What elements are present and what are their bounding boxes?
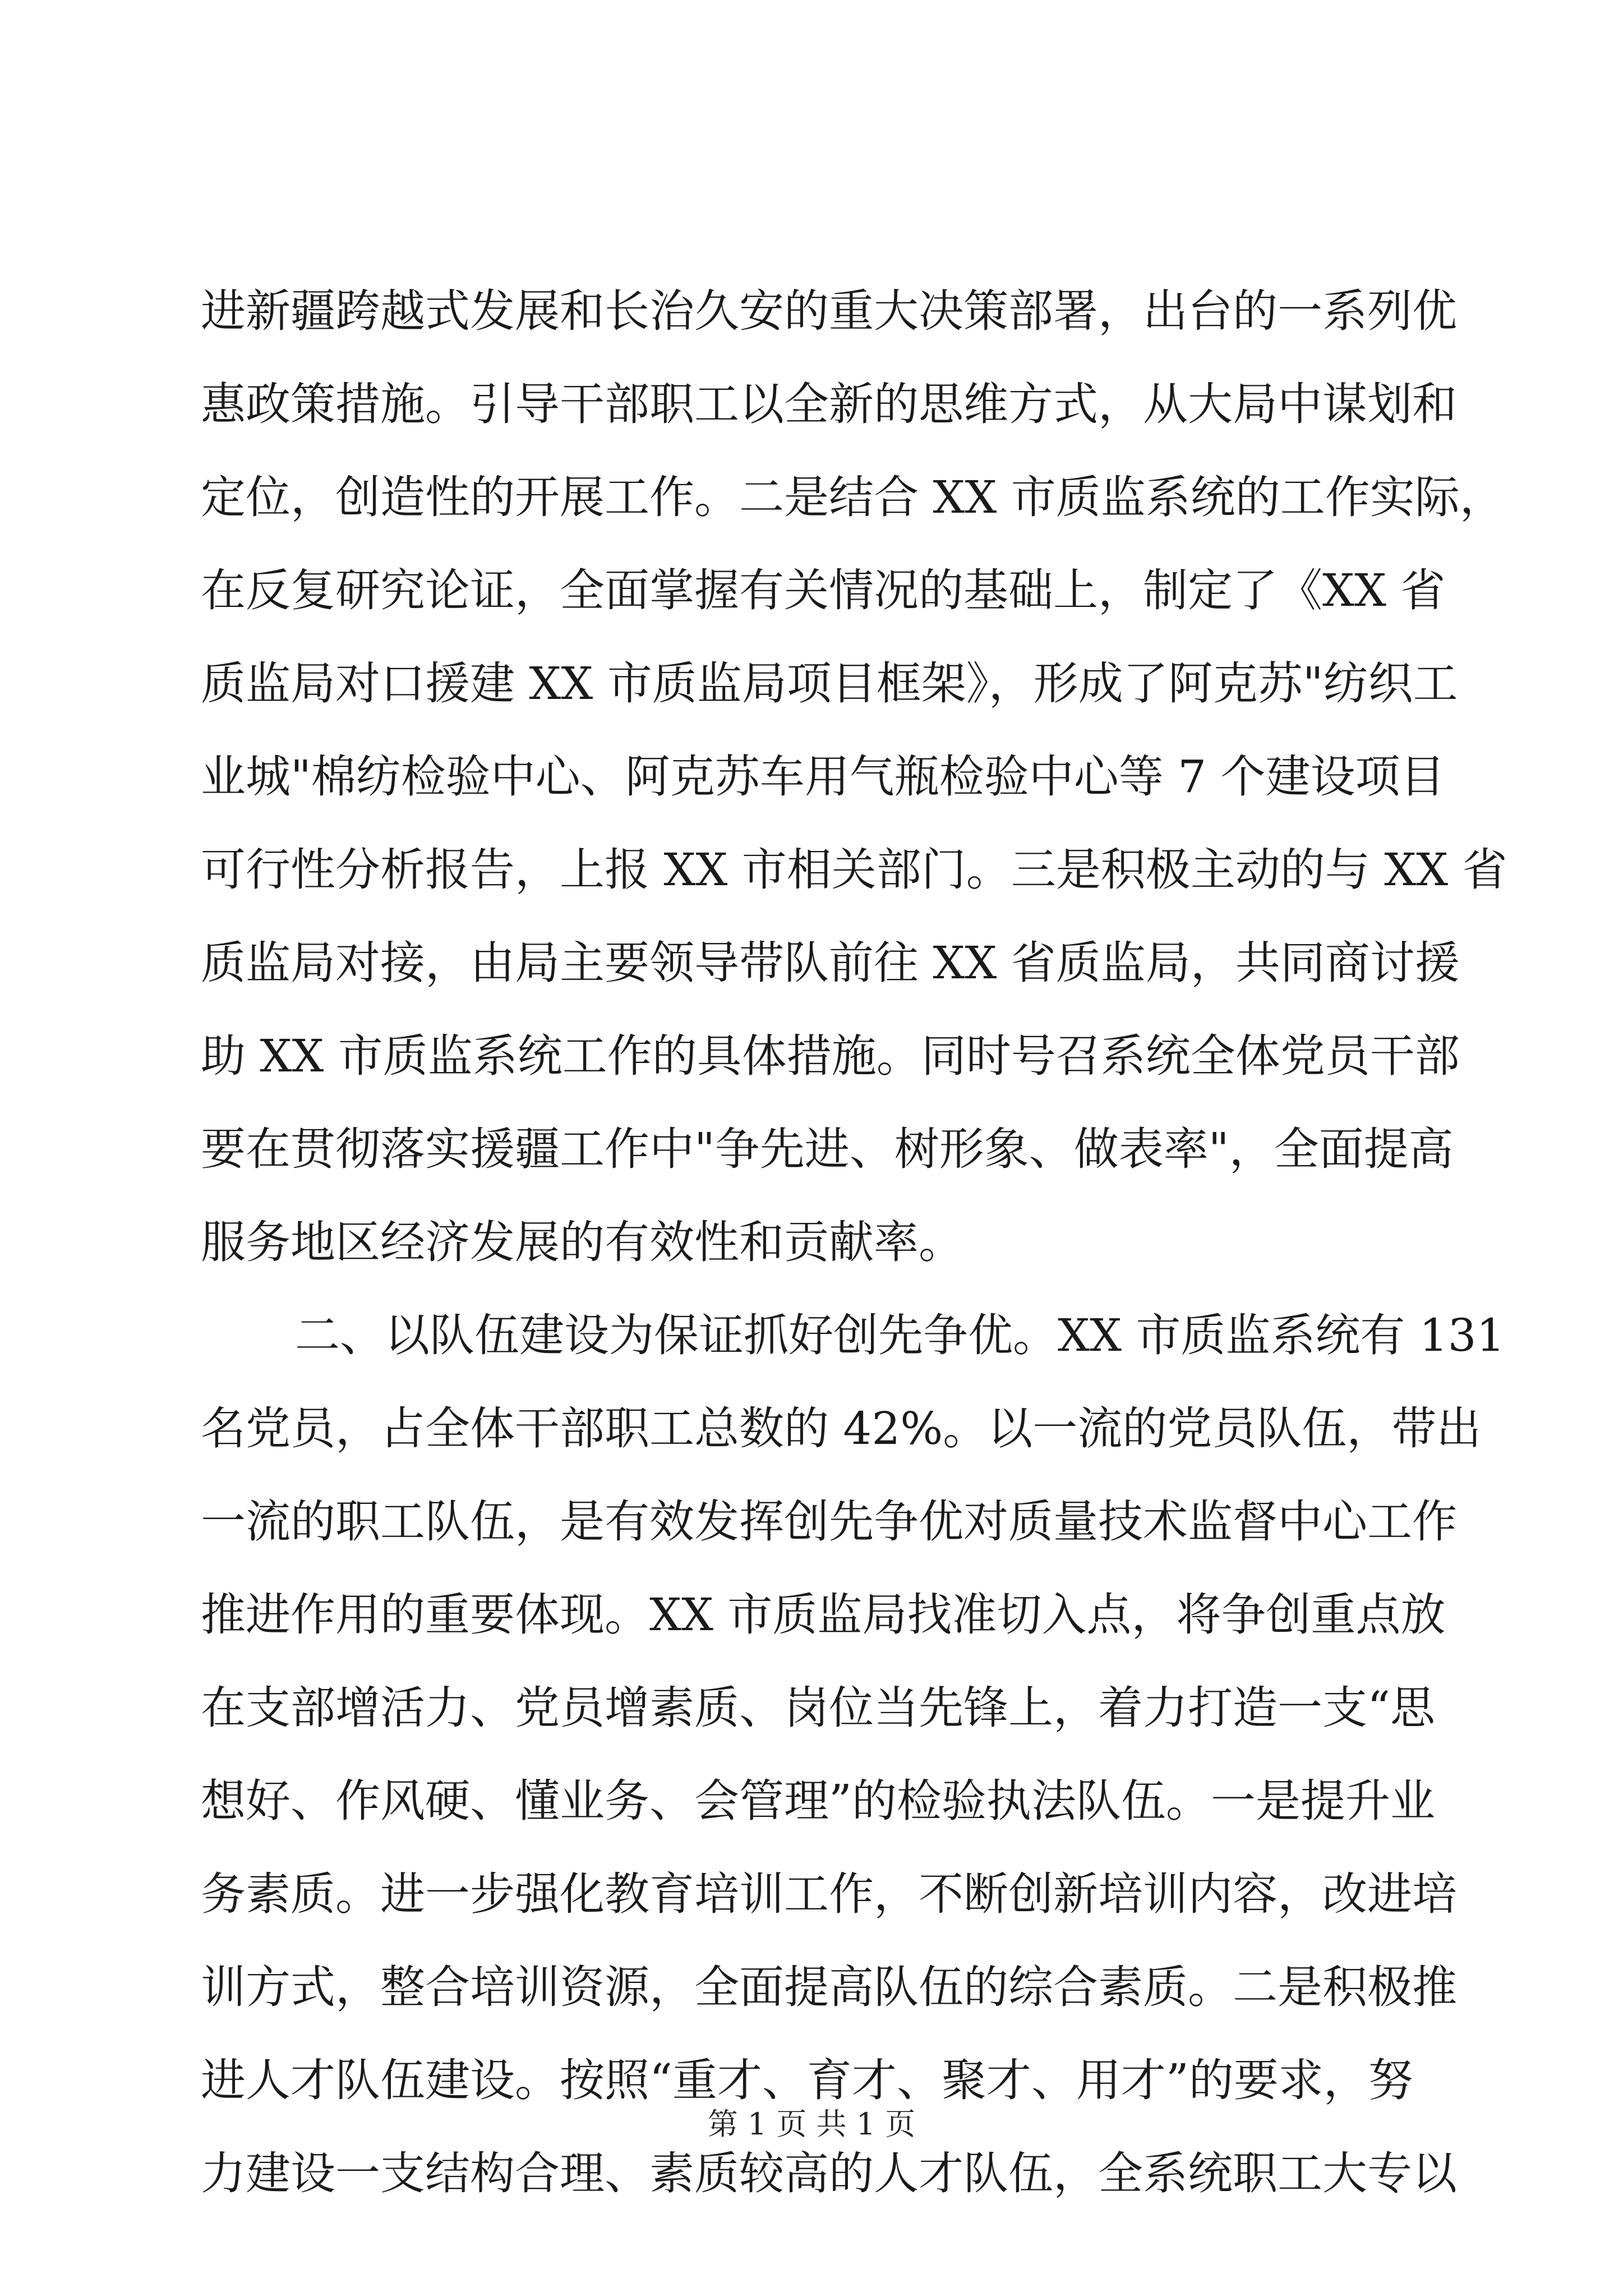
text-line: 想好、作风硬、懂业务、会管理”的检验执法队伍。一是提升业 — [201, 1775, 1435, 1827]
text-line: 在支部增活力、党员增素质、岗位当先锋上，着力打造一支“思 — [201, 1682, 1435, 1734]
text-line: 质监局对口援建 XX 市质监局项目框架》，形成了阿克苏"纺织工 — [201, 657, 1458, 710]
text-line: 服务地区经济发展的有效性和贡献率。 — [201, 1216, 963, 1268]
text-line: 进人才队伍建设。按照“重才、育才、聚才、用才”的要求，努 — [201, 2054, 1413, 2106]
text-line: 惠政策措施。引导干部职工以全新的思维方式，从大局中谋划和 — [201, 378, 1457, 430]
section-heading-line: 二、以队伍建设为保证抓好创先争优。XX 市质监系统有 131 — [295, 1309, 1505, 1361]
text-line: 力建设一支结构合理、素质较高的人才队伍，全系统职工大专以 — [201, 2147, 1457, 2200]
text-line: 可行性分析报告，上报 XX 市相关部门。三是积极主动的与 XX 省 — [201, 844, 1507, 896]
text-line: 在反复研究论证，全面掌握有关情况的基础上，制定了《XX 省 — [201, 564, 1446, 616]
text-line: 质监局对接，由局主要领导带队前往 XX 省质监局，共同商讨援 — [201, 937, 1460, 989]
text-line: 定位，创造性的开展工作。二是结合 XX 市质监系统的工作实际， — [201, 471, 1505, 523]
page-footer: 第 1 页 共 1 页 — [707, 2106, 916, 2142]
text-line: 务素质。进一步强化教育培训工作，不断创新培训内容，改进培 — [201, 1868, 1457, 1920]
text-line: 推进作用的重要体现。XX 市质监局找准切入点，将争创重点放 — [201, 1589, 1446, 1641]
text-line: 业城"棉纺检验中心、阿克苏车用气瓶检验中心等 7 个建设项目 — [201, 751, 1445, 803]
text-line: 名党员，占全体干部职工总数的 42%。以一流的党员队伍，带出 — [201, 1402, 1482, 1455]
text-line: 助 XX 市质监系统工作的具体措施。同时号召系统全体党员干部 — [201, 1030, 1460, 1082]
text-line: 进新疆跨越式发展和长治久安的重大决策部署，出台的一系列优 — [201, 285, 1457, 337]
text-line: 要在贯彻落实援疆工作中"争先进、树形象、做表率"，全面提高 — [201, 1123, 1454, 1175]
document-body — [201, 265, 1507, 2220]
text-line: 一流的职工队伍，是有效发挥创先争优对质量技术监督中心工作 — [201, 1496, 1457, 1548]
text-line: 训方式，整合培训资源，全面提高队伍的综合素质。二是积极推 — [201, 1961, 1457, 2013]
